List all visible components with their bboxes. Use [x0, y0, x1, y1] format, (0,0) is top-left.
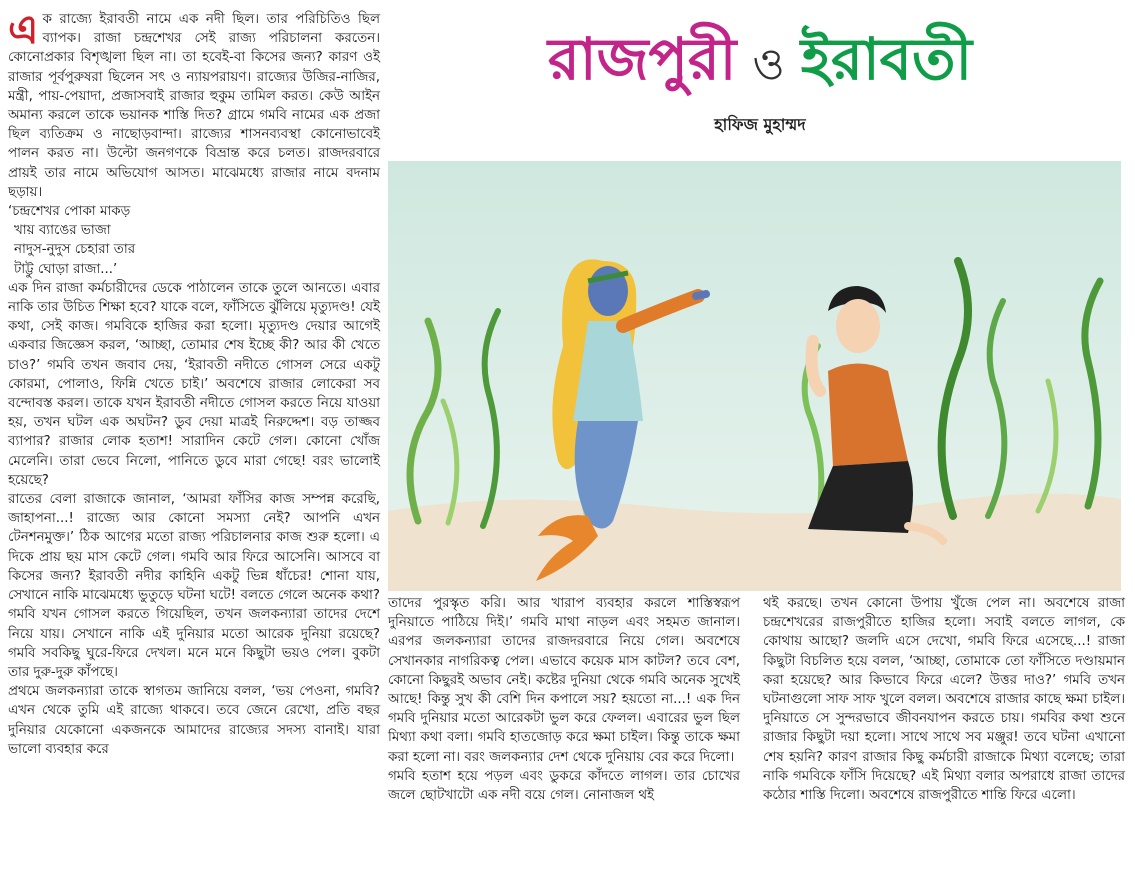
story-column-3: [763, 594, 1125, 805]
paragraph: রাতের বেলা রাজাকে জানাল, ‘আমরা ফাঁসির কাজ সম্পন্ন করেছি, জাহাপনা...! রাজ্যে আর কোনো সমস্যা নেই? আপনি এখন টেনশনমুক্ত।’ ঠিক আগের মতো রাজ্য পরিচালনার কাজ শুরু হলো। এ দিকে প্রায় ছয় মাস কেটে গেল। গমবি আর ফিরে আসেনি। আসবে বা কিসের জন্য? ইরাবতী নদীর কাহিনি একটু ভিন্ন ধাঁচের! শোনা যায়, সেখানে নাকি মাঝেমধ্যে ভুতুড়ে ঘটনা ঘটে! বলতে গেলে অনেক কথা? গমবি যখন গোসল করতে গিয়েছিল, তখন জলকন্যারা তাদের দেশে নিয়ে যায়। সেখানে নাকি এই দুনিয়ার মতো আরেক দুনিয়া রয়েছে? গমবি সবকিছু ঘুরে-ফিরে দেখল। মনে মনে কিছুটা ভয়ও পেল। বুকটা তার দুরু-দুরু কাঁপছে।: [8, 492, 380, 680]
paragraph: গমবি হতাশ হয়ে পড়ল এবং ডুকরে কাঁদতে লাগল। তার চোখের জলে ছোটখাটো এক নদী বয়ে গেল। নোনাজল থই: [388, 768, 740, 804]
title-rajpuri: রাজপুরী: [547, 25, 737, 93]
paragraph: থই করছে। তখন কোনো উপায় খুঁজে পেল না। অবশেষে রাজা চন্দ্রশেখরের রাজপুরীতে হাজির হলো। সবাই বলতে লাগল, কে কোথায় আছো? জলদি এসে দেখো, গমবি ফিরে এসেছে...! রাজা কিছুটা বিচলিত হয়ে বলল, ‘আচ্ছা, তোমাকে তো ফাঁসিতে দণ্ডায়মান করা হয়েছে? আর কিভাবে ফিরে এলে? উত্তর দাও?’ গমবি তখন ঘটনাগুলো সাফ সাফ খুলে বলল। অবশেষে রাজার কাছে ক্ষমা চাইল। দুনিয়াতে সে সুন্দরভাবে জীবনযাপন করতে চায়। গমবির কথা শুনে রাজার কিছুটা দয়া হলো। সাথে সাথে সব মঞ্জুর! তবে ঘটনা এখানো শেষ হয়নি? কারণ রাজার কিছু কর্মচারী রাজাকে মিথ্যা বলেছে; তারা নাকি গমবিকে ফাঁসি দিয়েছে? এই মিথ্যা বলার অপরাধে রাজা তাদের কঠোর শাস্তি দিলো। অবশেষে রাজপুরীতে শান্তি ফিরে এলো।: [763, 596, 1125, 804]
paragraph: এক দিন রাজা কর্মচারীদের ডেকে পাঠালেন তাকে তুলে আনতে। এবার নাকি তার উচিত শিক্ষা হবে? যাকে বলে, ফাঁসিতে ঝুঁলিয়ে মৃত্যুদণ্ড! যেই কথা, সেই কাজ। গমবিকে হাজির করা হলো। মৃত্যুদণ্ড দেয়ার আগেই একবার জিজ্ঞেস করল, ‘আচ্ছা, তোমার শেষ ইচ্ছে কী? আর কী খেতে চাও?’ গমবি তখন জবাব দেয়, ‘ইরাবতী নদীতে গোসল সেরে একটু কোরমা, পোলাও, ফিন্নি খেতে চাই।’ অবশেষে রাজার লোকেরা সব বন্দোবস্ত করল। তাকে যখন ইরাবতী নদীতে গোসল করতে নিয়ে যাওয়া হয়, তখন ঘটল এক অঘটন? ডুব দেয়া মাত্রই নিরুদ্দেশ। বড় তাজ্জব ব্যাপার? রাজার লোক হতাশ! সারাদিন কেটে গেল। কোনো খোঁজ মেলেনি। তারা ভেবে নিলো, পানিতে ডুবে মারা গেছে! বরং ভালোই হয়েছে?: [8, 280, 380, 488]
story-column-1: [8, 6, 380, 759]
paragraph: তাদের পুরস্কৃত করি। আর খারাপ ব্যবহার করলে শাস্তিস্বরূপ দুনিয়াতে পাঠিয়ে দিই।’ গমবি মাথা নাড়ল এবং সহমত জানাল। এরপর জলকন্যারা তাদের রাজদরবারে নিয়ে গেল। অবশেষে সেখানকার নাগরিকত্ব পেল। এভাবে কয়েক মাস কাটল? তবে বেশ, কোনো কিছুরই অভাব নেই। কষ্টের দুনিয়া থেকে গমবি অনেক সুখেই আছে! কিন্তু সুখ কী বেশি দিন কপালে সয়? হয়তো না...! এক দিন গমবি দুনিয়ার মতো আরেকটা ভুল করে ফেলল। এবারের ভুল ছিল মিথ্যা কথা বলা। গমবি হাতজোড় করে ক্ষমা চাইল। কিন্তু তাকে ক্ষমা করা হলো না। বরং জলকন্যার দেশ থেকে দুনিয়ায় বের করে দিলো।: [388, 596, 740, 765]
story-column-2: [388, 594, 740, 805]
verse-line: ‘চন্দ্রশেখর পোকা মাকড়: [8, 204, 131, 220]
story-illustration: [388, 161, 1121, 591]
paragraph: প্রথমে জলকন্যারা তাকে স্বাগতম জানিয়ে বলল, ‘ভয় পেওনা, গমবি? এখন থেকে তুমি এই রাজ্যে থাকবে। তবে জেনে রেখো, প্রতি বছর দুনিয়ার যেকোনো একজনকে আমাদের রাজ্যের সদস্য বানাই। যারা ভালো ব্যবহার করে: [8, 684, 380, 757]
title-irabati: ইরাবতী: [800, 25, 973, 93]
story-title: [470, 22, 1050, 96]
verse-line: টাট্টু ঘোড়া রাজা...’: [14, 261, 118, 277]
title-and: ও: [752, 39, 785, 90]
author-name: হাফিজ মুহাম্মদ: [714, 115, 806, 134]
verse-line: নাদুস-নুদুস চেহারা তার: [14, 242, 136, 258]
rhyme-verse: [8, 202, 380, 279]
paragraph-intro: এক রাজ্যে ইরাবতী নামে এক নদী ছিল। তার পরিচিতিও ছিল ব্যাপক। রাজা চন্দ্রশেখর সেই রাজ্য পরিচালনা করতেন। কোনোপ্রকার বিশৃঙ্খলা ছিল না। তা হবেই-বা কিসের জন্য? কারণ ওই রাজার পূর্বপুরুষরা ছিলেন সৎ ও ন্যায়পরায়ণ। রাজ্যের উজির-নাজির, মন্ত্রী, পায়-পেয়াদা, প্রজাসবাই রাজার হুকুম তামিল করত। কেউ আইন অমান্য করলে তাকে ভয়ানক শাস্তি দিত? গ্রামে গমবি নামের এক প্রজা ছিল ব্যতিক্রম ও নাছোড়বান্দা। রাজ্যের শাসনব্যবস্থা কোনোভাবেই পালন করত না। উল্টো জনগণকে বিভ্রান্ত করে চলত। রাজদরবারে প্রায়ই তার নামে অভিযোগ আসত। মাঝেমধ্যে রাজার নামে বদনাম ছড়ায়।: [8, 6, 380, 200]
verse-line: খায় ব্যাঙের ভাজা: [14, 223, 111, 239]
dropcap: এ: [8, 6, 39, 53]
